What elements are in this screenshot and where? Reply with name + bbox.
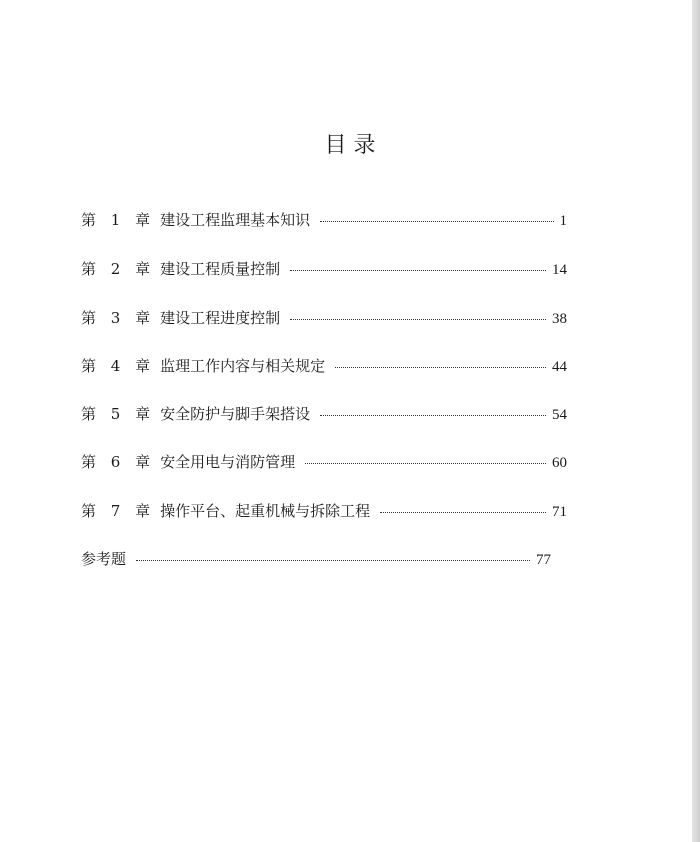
page-number: 71 (552, 504, 567, 520)
chapter-number: 5 (110, 405, 121, 423)
chapter-title: 监理工作内容与相关规定 (160, 357, 326, 375)
toc-entry-chapter-2[interactable] (81, 258, 567, 280)
appendix-title: 参考题 (81, 550, 127, 568)
toc-heading: 目 录 (324, 133, 376, 158)
chapter-title: 安全防护与脚手架搭设 (160, 405, 311, 423)
chapter-title: 建设工程监理基本知识 (160, 211, 311, 229)
chapter-label-suffix: 章 (135, 309, 151, 327)
chapter-title: 操作平台、起重机械与拆除工程 (160, 502, 371, 520)
chapter-label-suffix: 章 (135, 357, 151, 375)
chapter-label-prefix: 第 (81, 309, 97, 327)
chapter-number: 6 (110, 453, 121, 471)
page-number: 44 (552, 359, 567, 375)
dot-leader (136, 559, 530, 561)
chapter-label-prefix: 第 (81, 405, 97, 423)
chapter-label-prefix: 第 (81, 211, 97, 229)
toc-entry-chapter-5[interactable] (81, 403, 567, 425)
toc-entry-chapter-3[interactable] (81, 307, 567, 329)
chapter-number: 4 (110, 357, 121, 375)
chapter-title: 安全用电与消防管理 (160, 453, 296, 471)
page-number: 14 (552, 262, 567, 278)
chapter-label-prefix: 第 (81, 502, 97, 520)
chapter-label-prefix: 第 (81, 357, 97, 375)
chapter-label (81, 403, 150, 424)
chapter-title: 建设工程进度控制 (160, 309, 281, 327)
chapter-label-prefix: 第 (81, 453, 97, 471)
chapter-number: 3 (110, 309, 121, 327)
page-number: 60 (552, 455, 567, 471)
toc-entry-chapter-4[interactable] (81, 355, 567, 377)
chapter-title: 建设工程质量控制 (160, 260, 281, 278)
chapter-label-suffix: 章 (135, 502, 151, 520)
chapter-label (81, 355, 150, 376)
chapter-number: 7 (110, 502, 121, 520)
chapter-number: 1 (110, 211, 121, 229)
chapter-label-suffix: 章 (135, 405, 151, 423)
toc-entry-appendix[interactable] (81, 548, 551, 570)
chapter-label-prefix: 第 (81, 260, 97, 278)
chapter-number: 2 (110, 260, 121, 278)
dot-leader (335, 366, 546, 368)
page-number: 38 (552, 311, 567, 327)
dot-leader (320, 414, 546, 416)
chapter-label (81, 451, 150, 472)
toc-entry-chapter-1[interactable] (81, 209, 567, 231)
dot-leader (290, 318, 546, 320)
chapter-label (81, 258, 150, 279)
page-number: 54 (552, 407, 567, 423)
chapter-label-suffix: 章 (135, 260, 151, 278)
toc-entry-chapter-6[interactable] (81, 451, 567, 473)
page-number: 77 (536, 552, 551, 568)
dot-leader (305, 462, 546, 464)
dot-leader (320, 220, 553, 222)
page-number: 1 (559, 213, 567, 229)
chapter-label-suffix: 章 (135, 453, 151, 471)
chapter-label (81, 209, 150, 230)
toc-entry-chapter-7[interactable] (81, 500, 567, 522)
dot-leader (290, 269, 546, 271)
dot-leader (380, 511, 546, 513)
chapter-label-suffix: 章 (135, 211, 151, 229)
chapter-label (81, 307, 150, 328)
chapter-label (81, 500, 150, 521)
